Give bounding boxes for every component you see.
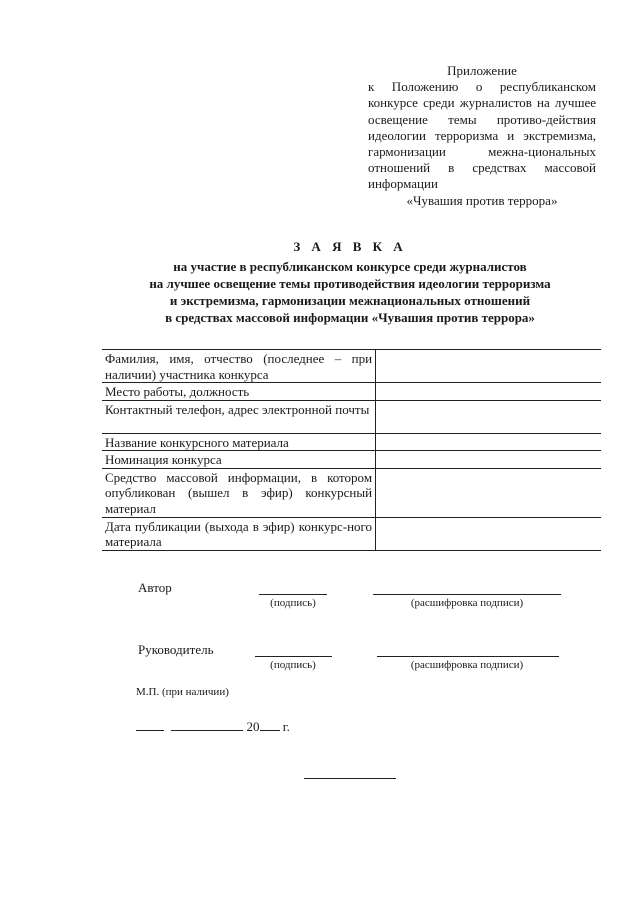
application-subtitle-line: на лучшее освещение темы противодействия идеологии терроризма: [149, 276, 551, 291]
head-decoding-hint: (расшифровка подписи): [410, 659, 524, 671]
head-signature-line[interactable]: [255, 656, 332, 657]
author-label: Автор: [138, 580, 172, 595]
author-signature-hint: (подпись): [270, 597, 316, 609]
date-year-blank[interactable]: [260, 718, 280, 731]
author-decoding-hint: (расшифровка подписи): [410, 597, 524, 609]
field-label-contacts: Контактный телефон, адрес электронной почты: [102, 400, 376, 433]
field-label-material-title: Название конкурсного материала: [102, 433, 376, 451]
table-row: [102, 383, 601, 401]
field-value-material-title[interactable]: [376, 433, 601, 451]
field-label-media-outlet: Средство массовой информации, в котором опубликован (вышел в эфир) конкурсный материал: [102, 468, 376, 517]
date-day-blank[interactable]: [136, 718, 164, 731]
table-row: [102, 400, 601, 433]
appendix-block: [368, 63, 596, 209]
table-row: [102, 350, 601, 383]
head-decoding-line[interactable]: [377, 656, 559, 657]
application-subtitle-line: в средствах массовой информации «Чувашия против террора»: [165, 310, 535, 325]
field-label-publication-date: Дата публикации (выхода в эфир) конкурс-ного материала: [102, 517, 376, 550]
date-month-blank[interactable]: [171, 718, 243, 731]
application-subtitle-line: на участие в республиканском конкурсе среди журналистов: [173, 259, 527, 274]
appendix-tail: «Чувашия против террора»: [406, 192, 558, 208]
stamp-note: М.П. (при наличии): [136, 686, 229, 698]
table-row: [102, 433, 601, 451]
table-row: [102, 468, 601, 517]
appendix-title: Приложение: [447, 63, 517, 78]
appendix-body: к Положению о республиканском конкурсе среди журналистов на лучшее освещение темы противо-действия идеологии терроризма и экстремизма, гармонизации межна-циональных отношений в средствах массовой информации: [368, 79, 596, 192]
date-line: [136, 718, 290, 735]
closing-divider: [304, 778, 396, 779]
head-label: Руководитель: [138, 642, 214, 657]
field-value-publication-date[interactable]: [376, 517, 601, 550]
table-row: [102, 517, 601, 550]
field-label-nomination: Номинация конкурса: [102, 451, 376, 469]
field-value-full-name[interactable]: [376, 350, 601, 383]
date-year-suffix: г.: [282, 719, 290, 734]
application-heading: [0, 239, 640, 326]
author-signature-line[interactable]: [259, 594, 327, 595]
field-value-contacts[interactable]: [376, 400, 601, 433]
field-value-media-outlet[interactable]: [376, 468, 601, 517]
head-signature-hint: (подпись): [270, 659, 316, 671]
table-row: [102, 451, 601, 469]
field-label-workplace: Место работы, должность: [102, 383, 376, 401]
application-title: З А Я В К А: [293, 239, 407, 254]
author-decoding-line[interactable]: [373, 594, 561, 595]
field-label-full-name: Фамилия, имя, отчество (последнее – при наличии) участника конкурса: [102, 350, 376, 383]
field-value-workplace[interactable]: [376, 383, 601, 401]
field-value-nomination[interactable]: [376, 451, 601, 469]
date-year-prefix: 20: [246, 719, 260, 734]
application-subtitle-line: и экстремизма, гармонизации межнациональных отношений: [169, 293, 531, 308]
application-form-table: [102, 349, 601, 551]
